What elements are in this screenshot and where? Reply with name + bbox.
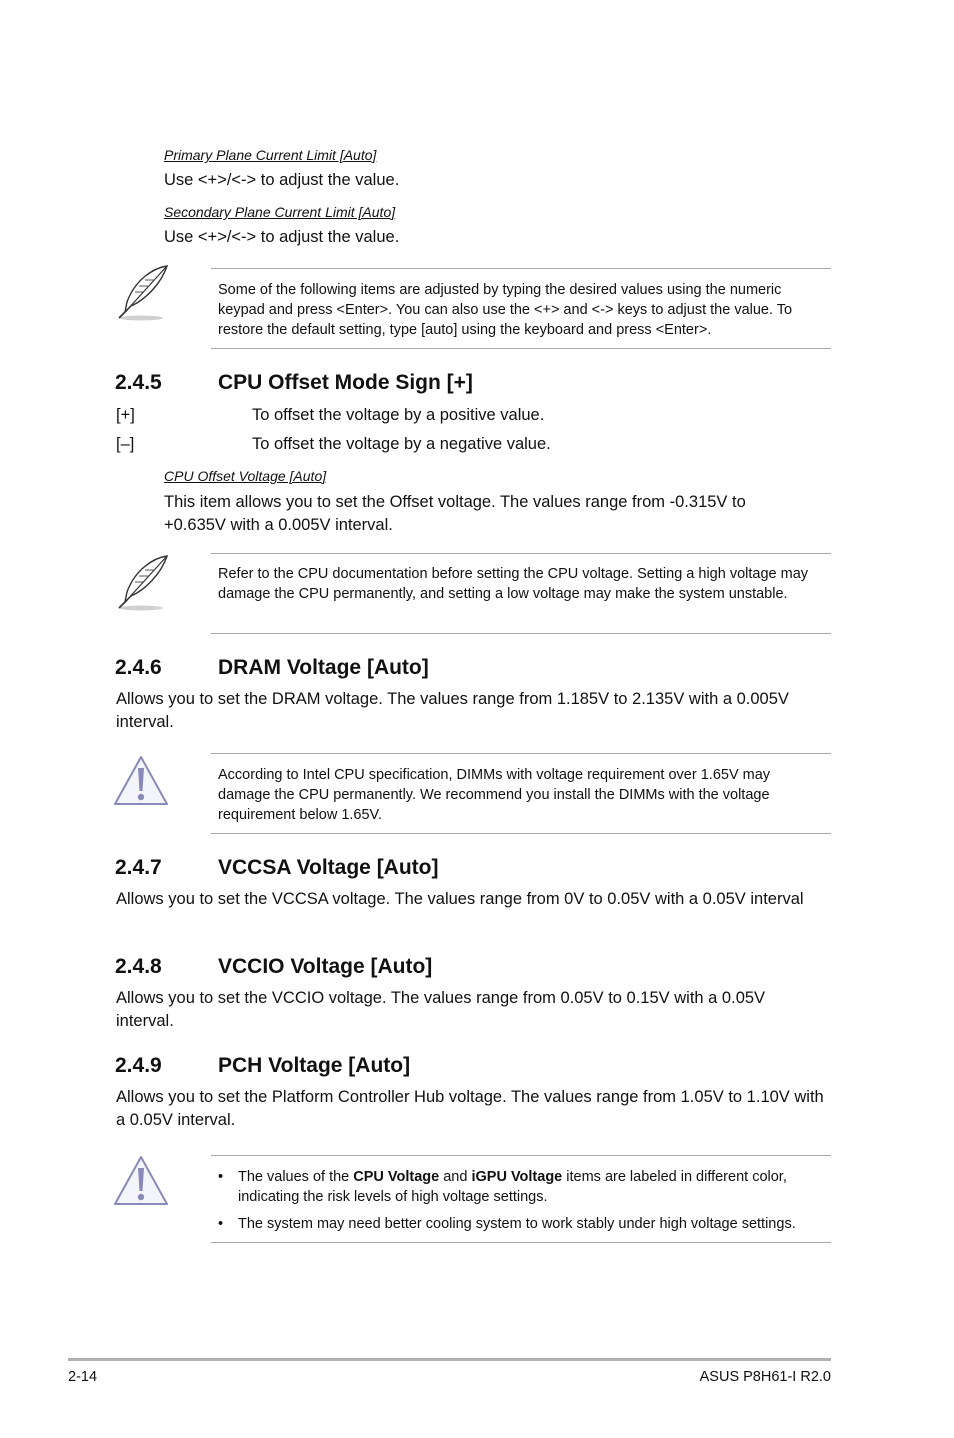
section-heading-2-4-6 [115,656,715,682]
note2-top-rule [211,553,831,554]
pch-voltage-desc: Allows you to set the Platform Controller Hub voltage. The values range from 1.05V to 1.10V with a 0.05V interval. [116,1088,824,1129]
option-desc-minus: To offset the voltage by a negative value. [252,435,551,453]
primary-plane-desc: Use <+>/<-> to adjust the value. [164,171,400,189]
vccio-voltage-desc: Allows you to set the VCCIO voltage. The values range from 0.05V to 0.15V with a 0.05V interval. [116,989,766,1030]
warning2-top-rule [211,1155,831,1156]
note1-bottom-rule [211,348,831,349]
note2-text: Refer to the CPU documentation before setting the CPU voltage. Setting a high voltage may damage the CPU permanently, and setting a low voltage may make the system unstable. [218,566,809,602]
section-heading-2-4-9 [115,1054,715,1080]
section-heading-2-4-7 [115,856,715,882]
section-heading-2-4-5 [115,371,715,397]
section-number: 2.4.8 [115,955,162,978]
section-title: PCH Voltage [Auto] [218,1054,411,1077]
option-key-plus: [+] [116,406,135,424]
bullet-icon: • [218,1169,224,1185]
option-desc-plus: To offset the voltage by a positive value. [252,406,545,424]
list-item: • The values of the CPU Voltage and iGPU Voltage items are labeled in different color, indicating the risk levels of high voltage settings. [218,1169,787,1205]
note1-text: Some of the following items are adjusted by typing the desired values using the numeric keypad and press <Enter>. You can also use the <+> and <-> keys to adjust the value. To restore the default setting, type [auto] using the keyboard and press <Enter>. [218,282,793,338]
section-heading-2-4-8 [115,955,715,981]
section-number: 2.4.7 [115,856,162,879]
manual-name: ASUS P8H61-I R2.0 [699,1369,831,1385]
cpu-offset-voltage-desc: This item allows you to set the Offset voltage. The values range from -0.315V to +0.635V with a 0.005V interval. [164,493,746,534]
warning1-bottom-rule [211,833,831,834]
feather-pen-icon [113,552,173,612]
section-number: 2.4.5 [115,371,162,394]
primary-plane-title: Primary Plane Current Limit [Auto] [164,147,377,163]
section-title: DRAM Voltage [Auto] [218,656,429,679]
warning1-top-rule [211,753,831,754]
section-title: CPU Offset Mode Sign [+] [218,371,473,394]
cpu-voltage-term: CPU Voltage [353,1169,440,1185]
page-number: 2-14 [68,1369,98,1385]
warning-triangle-icon [112,754,170,808]
feather-pen-icon [113,262,173,322]
dram-voltage-desc: Allows you to set the DRAM voltage. The values range from 1.185V to 2.135V with a 0.005V interval. [116,690,789,731]
section-number: 2.4.6 [115,656,162,679]
igpu-voltage-term: iGPU Voltage [471,1169,563,1185]
option-key-minus: [–] [116,435,135,453]
note2-bottom-rule [211,633,831,634]
warning1-text: According to Intel CPU specification, DIMMs with voltage requirement over 1.65V may damage the CPU permanently. We recommend you install the DIMMs with the voltage requirement below 1.65V. [218,767,771,823]
section-number: 2.4.9 [115,1054,162,1077]
list-item: • The system may need better cooling system to work stably under high voltage settings. [218,1216,796,1232]
footer-rule [68,1358,831,1361]
warning2-list [218,1167,828,1241]
note1-top-rule [211,268,831,269]
secondary-plane-desc: Use <+>/<-> to adjust the value. [164,228,400,246]
bullet-icon: • [218,1216,224,1232]
section-title: VCCIO Voltage [Auto] [218,955,433,978]
section-title: VCCSA Voltage [Auto] [218,856,439,879]
secondary-plane-title: Secondary Plane Current Limit [Auto] [164,204,396,220]
warning2-bottom-rule [211,1242,831,1243]
warning-triangle-icon [112,1154,170,1208]
cpu-offset-voltage-title: CPU Offset Voltage [Auto] [164,468,327,484]
vccsa-voltage-desc: Allows you to set the VCCSA voltage. The values range from 0V to 0.05V with a 0.05V interval [116,890,804,908]
